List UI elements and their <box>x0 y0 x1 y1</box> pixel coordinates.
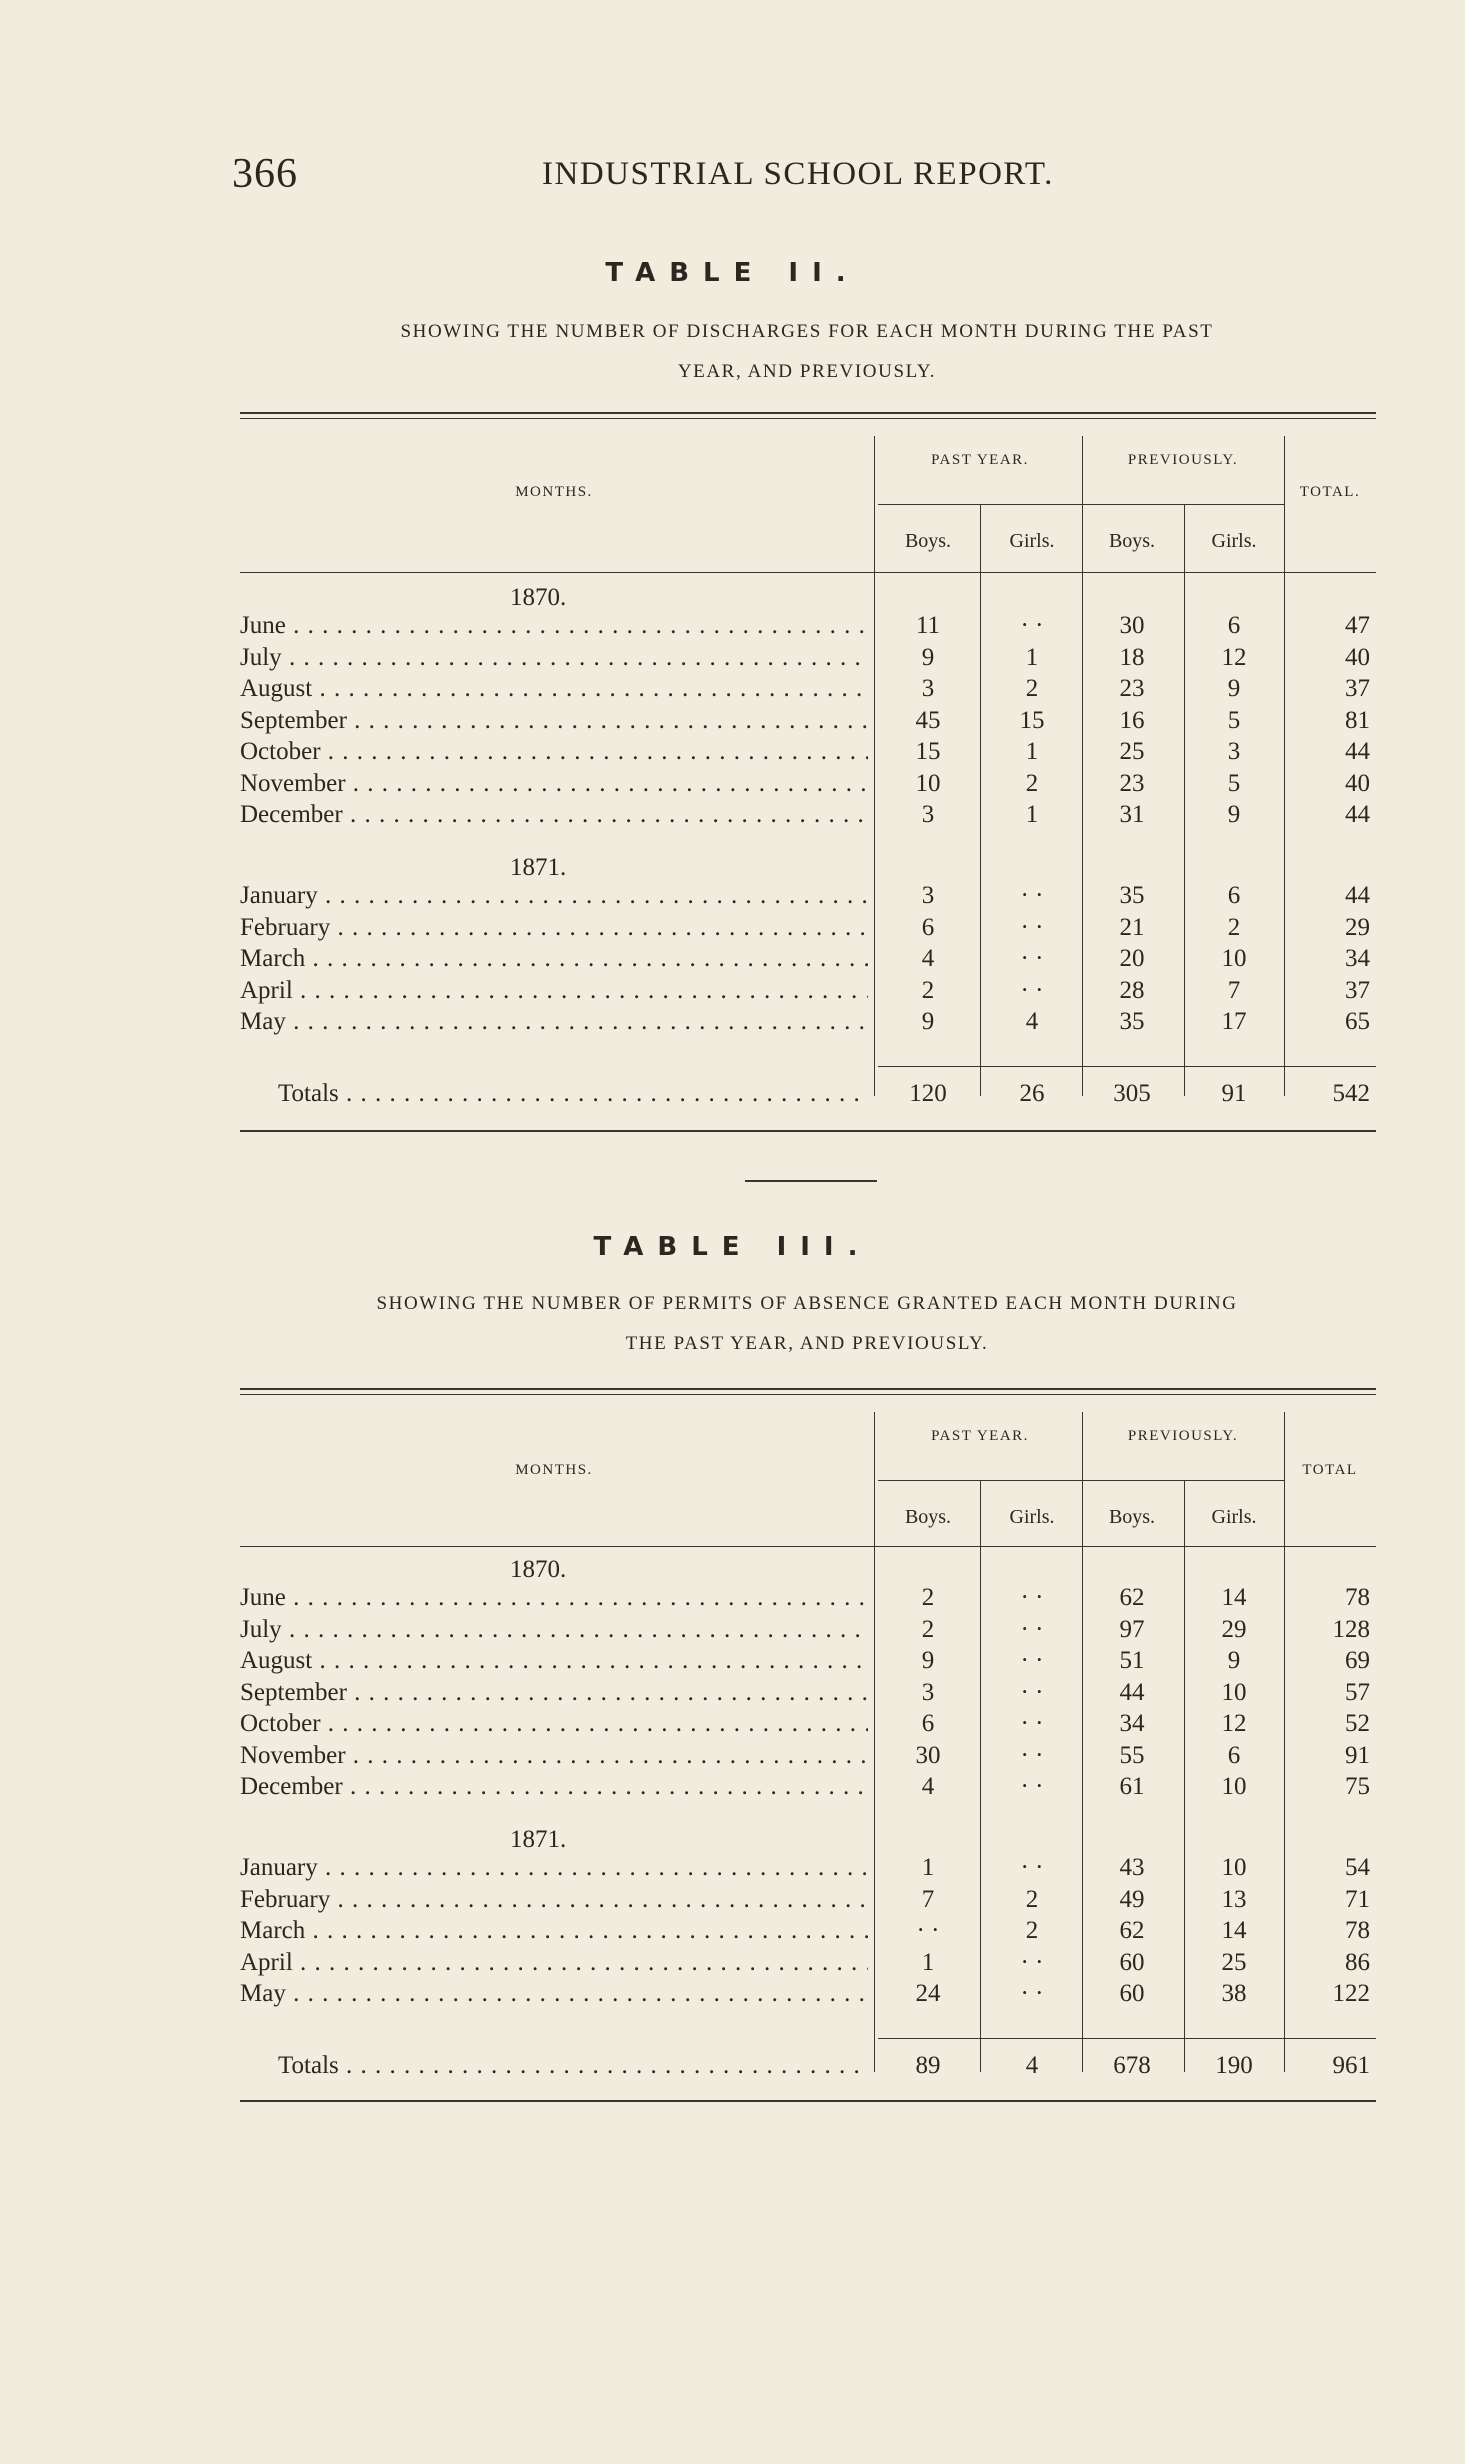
totals-label: Totals . . . <box>240 1080 868 1108</box>
totals-label: Totals . . . <box>240 2052 868 2080</box>
previously-girls: 9 <box>1227 801 1241 828</box>
table-row <box>240 1616 1376 1647</box>
row-total: 52 <box>1345 1710 1370 1737</box>
past-year-boys: 2 <box>921 1584 935 1611</box>
table-row <box>240 1008 1376 1039</box>
table-top-rule <box>240 412 1376 414</box>
previously-girls: 2 <box>1227 913 1241 941</box>
row-total: 81 <box>1345 706 1370 734</box>
past-year-boys: 45 <box>915 706 941 734</box>
previously-girls: 10 <box>1221 1854 1247 1881</box>
header-prev-boys: Boys. <box>1108 1506 1156 1528</box>
previously-girls: 5 <box>1227 706 1241 734</box>
table-iii <box>240 1388 1376 2108</box>
past-year-girls: · · <box>1020 1615 1044 1643</box>
year-label-1870: 1870. <box>510 584 567 611</box>
month-label: August . . . <box>240 1647 868 1675</box>
row-total: 47 <box>1345 612 1370 639</box>
previously-boys: 25 <box>1119 738 1145 765</box>
table-row <box>240 1773 1376 1804</box>
table-top-rule-inner <box>240 418 1376 419</box>
past-year-boys: 1 <box>921 1854 935 1881</box>
past-year-boys: 9 <box>921 1647 935 1674</box>
table-row <box>240 644 1376 675</box>
table-row <box>240 612 1376 643</box>
past-year-girls: · · <box>1020 1948 1044 1976</box>
table-row <box>240 1917 1376 1948</box>
totals-row <box>240 1080 1376 1111</box>
row-total: 78 <box>1345 1584 1370 1611</box>
previously-girls: 12 <box>1221 643 1247 671</box>
previously-boys: 44 <box>1119 1678 1145 1706</box>
past-year-boys: 11 <box>915 612 941 639</box>
table-row <box>240 1710 1376 1741</box>
past-year-boys: 6 <box>921 913 935 941</box>
month-label: March . . . <box>240 1917 868 1945</box>
past-year-boys: 9 <box>921 643 935 671</box>
month-label: September . . . <box>240 1679 868 1707</box>
past-year-boys: 4 <box>921 1773 935 1800</box>
past-year-boys: 3 <box>921 882 935 909</box>
previously-boys: 18 <box>1119 643 1145 671</box>
previously-girls: 12 <box>1221 1710 1247 1737</box>
year-label-1871: 1871. <box>510 854 567 881</box>
past-year-girls: · · <box>1020 1741 1044 1769</box>
table-top-rule-inner <box>240 1394 1376 1395</box>
row-total: 40 <box>1345 769 1370 797</box>
header-months: MONTHS. <box>515 484 593 500</box>
header-past-girls: Girls. <box>1009 530 1055 552</box>
past-year-girls: 2 <box>1025 1885 1039 1913</box>
previously-girls: 10 <box>1221 945 1247 972</box>
table-row <box>240 738 1376 769</box>
totals-prev-girls: 190 <box>1215 2052 1253 2079</box>
header-prev-boys: Boys. <box>1108 530 1156 552</box>
header-bottom-rule <box>240 572 1376 573</box>
previously-girls: 25 <box>1221 1948 1247 1976</box>
table-row <box>240 914 1376 945</box>
month-label: November . . . <box>240 1742 868 1770</box>
section-divider <box>745 1180 877 1182</box>
previously-girls: 10 <box>1221 1773 1247 1800</box>
past-year-boys: 6 <box>921 1710 935 1737</box>
table-ii-title: TABLE II. <box>605 258 860 288</box>
previously-girls: 6 <box>1227 612 1241 639</box>
month-label: April . . . <box>240 1949 868 1977</box>
table-row <box>240 1647 1376 1678</box>
header-previously: PREVIOUSLY. <box>1127 452 1239 468</box>
previously-boys: 31 <box>1119 801 1145 828</box>
month-label: December . . . <box>240 801 868 829</box>
row-total: 44 <box>1345 738 1370 765</box>
totals-rule <box>878 1066 1376 1067</box>
row-total: 29 <box>1345 913 1370 941</box>
row-total: 44 <box>1345 882 1370 909</box>
table-row <box>240 977 1376 1008</box>
table-row <box>240 1854 1376 1885</box>
past-year-boys: 24 <box>915 1980 941 2007</box>
previously-boys: 60 <box>1119 1980 1145 2007</box>
past-year-boys: 3 <box>921 801 935 828</box>
table-row <box>240 1584 1376 1615</box>
previously-boys: 21 <box>1119 913 1145 941</box>
header-previously: PREVIOUSLY. <box>1127 1428 1239 1444</box>
table-row <box>240 707 1376 738</box>
previously-girls: 7 <box>1227 976 1241 1004</box>
past-year-girls: · · <box>1020 1854 1044 1881</box>
past-year-girls: 1 <box>1025 643 1039 671</box>
previously-boys: 34 <box>1119 1710 1145 1737</box>
row-total: 37 <box>1345 976 1370 1004</box>
month-label: January . . . <box>240 882 868 910</box>
previously-boys: 60 <box>1119 1948 1145 1976</box>
previously-girls: 5 <box>1227 769 1241 797</box>
table-row <box>240 1886 1376 1917</box>
header-group-rule <box>878 1480 1284 1481</box>
past-year-boys: 1 <box>921 1948 935 1976</box>
previously-boys: 35 <box>1119 882 1145 909</box>
past-year-girls: · · <box>1020 882 1044 909</box>
previously-girls: 9 <box>1227 675 1241 702</box>
previously-girls: 14 <box>1221 1584 1247 1611</box>
past-year-girls: 1 <box>1025 738 1039 765</box>
previously-boys: 62 <box>1119 1584 1145 1611</box>
header-bottom-rule <box>240 1546 1376 1547</box>
previously-girls: 13 <box>1221 1885 1247 1913</box>
month-label: March . . . <box>240 945 868 973</box>
totals-total: 961 <box>1332 2052 1370 2079</box>
year-label-1870: 1870. <box>510 1556 567 1583</box>
previously-boys: 43 <box>1119 1854 1145 1881</box>
past-year-boys: 9 <box>921 1008 935 1035</box>
previously-girls: 10 <box>1221 1678 1247 1706</box>
past-year-girls: 4 <box>1025 1008 1039 1035</box>
month-label: July . . . <box>240 644 868 672</box>
past-year-boys: 15 <box>915 738 941 765</box>
totals-total: 542 <box>1332 1080 1370 1107</box>
past-year-girls: · · <box>1020 945 1044 972</box>
row-total: 44 <box>1345 801 1370 828</box>
table-row <box>240 770 1376 801</box>
row-total: 40 <box>1345 643 1370 671</box>
past-year-girls: · · <box>1020 1678 1044 1706</box>
totals-past-girls: 26 <box>1019 1080 1045 1107</box>
header-prev-girls: Girls. <box>1211 530 1257 552</box>
previously-boys: 16 <box>1119 706 1145 734</box>
totals-rule <box>878 2038 1376 2039</box>
month-label: June . . . <box>240 1584 868 1612</box>
month-label: October . . . <box>240 738 868 766</box>
header-group-rule <box>878 504 1284 505</box>
previously-boys: 61 <box>1119 1773 1145 1800</box>
month-label: June . . . <box>240 612 868 640</box>
totals-prev-boys: 305 <box>1113 1080 1151 1107</box>
previously-boys: 51 <box>1119 1647 1145 1674</box>
previously-girls: 14 <box>1221 1917 1247 1944</box>
table-row <box>240 675 1376 706</box>
past-year-boys: 3 <box>921 675 935 702</box>
past-year-boys: 2 <box>921 976 935 1004</box>
past-year-girls: · · <box>1020 1647 1044 1674</box>
header-past-boys: Boys. <box>904 530 952 552</box>
previously-boys: 23 <box>1119 675 1145 702</box>
totals-past-boys: 89 <box>915 2052 941 2079</box>
row-total: 86 <box>1345 1948 1370 1976</box>
month-label: April . . . <box>240 977 868 1005</box>
month-label: February . . . <box>240 1886 868 1914</box>
previously-boys: 62 <box>1119 1917 1145 1944</box>
month-label: December . . . <box>240 1773 868 1801</box>
past-year-girls: 2 <box>1025 675 1039 702</box>
past-year-girls: · · <box>1020 913 1044 941</box>
table-iii-subtitle-line2: THE PAST YEAR, AND PREVIOUSLY. <box>625 1333 989 1354</box>
month-label: May . . . <box>240 1008 868 1036</box>
past-year-girls: 2 <box>1025 1917 1039 1944</box>
table-row <box>240 801 1376 832</box>
previously-boys: 55 <box>1119 1741 1145 1769</box>
table-iii-title: TABLE III. <box>593 1232 872 1262</box>
previously-boys: 20 <box>1119 945 1145 972</box>
month-label: February . . . <box>240 914 868 942</box>
previously-boys: 30 <box>1119 612 1145 639</box>
previously-girls: 3 <box>1227 738 1241 765</box>
previously-girls: 6 <box>1227 1741 1241 1769</box>
header-months: MONTHS. <box>515 1462 593 1478</box>
past-year-boys: 7 <box>921 1885 935 1913</box>
past-year-girls: 15 <box>1019 706 1045 734</box>
previously-girls: 9 <box>1227 1647 1241 1674</box>
totals-past-girls: 4 <box>1025 2052 1039 2079</box>
past-year-boys: 3 <box>921 1678 935 1706</box>
totals-prev-girls: 91 <box>1221 1080 1247 1107</box>
totals-prev-boys: 678 <box>1113 2052 1151 2079</box>
table-row <box>240 882 1376 913</box>
month-label: October . . . <box>240 1710 868 1738</box>
month-label: May . . . <box>240 1980 868 2008</box>
table-row <box>240 1679 1376 1710</box>
header-total: TOTAL. <box>1299 484 1361 500</box>
previously-boys: 35 <box>1119 1008 1145 1035</box>
row-total: 75 <box>1345 1773 1370 1800</box>
past-year-boys: 10 <box>915 769 941 797</box>
totals-row <box>240 2052 1376 2083</box>
previously-girls: 17 <box>1221 1008 1247 1035</box>
past-year-boys: · · <box>916 1917 940 1944</box>
row-total: 71 <box>1345 1885 1370 1913</box>
table-row <box>240 945 1376 976</box>
month-label: November . . . <box>240 770 868 798</box>
past-year-girls: 1 <box>1025 801 1039 828</box>
previously-girls: 38 <box>1221 1980 1247 2007</box>
table-row <box>240 1742 1376 1773</box>
row-total: 91 <box>1345 1741 1370 1769</box>
row-total: 57 <box>1345 1678 1370 1706</box>
table-iii-subtitle-line1: SHOWING THE NUMBER OF PERMITS OF ABSENCE GRANTED EACH MONTH DURING <box>376 1293 1238 1314</box>
past-year-girls: · · <box>1020 1773 1044 1800</box>
header-prev-girls: Girls. <box>1211 1506 1257 1528</box>
row-total: 69 <box>1345 1647 1370 1674</box>
row-total: 128 <box>1332 1615 1370 1643</box>
row-total: 34 <box>1345 945 1370 972</box>
past-year-girls: · · <box>1020 1710 1044 1737</box>
past-year-boys: 4 <box>921 945 935 972</box>
running-head-title: INDUSTRIAL SCHOOL REPORT. <box>542 156 1054 192</box>
table-bottom-rule <box>240 1130 1376 1132</box>
row-total: 78 <box>1345 1917 1370 1944</box>
header-past-year: PAST YEAR. <box>931 1428 1029 1444</box>
table-top-rule <box>240 1388 1376 1390</box>
past-year-boys: 2 <box>921 1615 935 1643</box>
header-past-year: PAST YEAR. <box>931 452 1029 468</box>
past-year-girls: · · <box>1020 1584 1044 1611</box>
past-year-girls: · · <box>1020 1980 1044 2007</box>
previously-boys: 23 <box>1119 769 1145 797</box>
month-label: August . . . <box>240 675 868 703</box>
table-ii-subtitle-line2: YEAR, AND PREVIOUSLY. <box>677 361 937 382</box>
previously-boys: 97 <box>1119 1615 1145 1643</box>
previously-girls: 6 <box>1227 882 1241 909</box>
previously-girls: 29 <box>1221 1615 1247 1643</box>
month-label: January . . . <box>240 1854 868 1882</box>
row-total: 65 <box>1345 1008 1370 1035</box>
running-head <box>232 150 1232 210</box>
previously-boys: 28 <box>1119 976 1145 1004</box>
header-past-girls: Girls. <box>1009 1506 1055 1528</box>
previously-boys: 49 <box>1119 1885 1145 1913</box>
header-total: TOTAL <box>1302 1462 1358 1478</box>
month-label: September . . . <box>240 707 868 735</box>
row-total: 122 <box>1332 1980 1370 2007</box>
totals-past-boys: 120 <box>909 1080 947 1107</box>
table-row <box>240 1949 1376 1980</box>
table-bottom-rule <box>240 2100 1376 2102</box>
month-label: July . . . <box>240 1616 868 1644</box>
past-year-boys: 30 <box>915 1741 941 1769</box>
past-year-girls: · · <box>1020 976 1044 1004</box>
row-total: 37 <box>1345 675 1370 702</box>
table-ii-subtitle-line1: SHOWING THE NUMBER OF DISCHARGES FOR EACH MONTH DURING THE PAST <box>400 321 1214 342</box>
past-year-girls: · · <box>1020 612 1044 639</box>
row-total: 54 <box>1345 1854 1370 1881</box>
year-label-1871: 1871. <box>510 1826 567 1853</box>
page-number: 366 <box>232 151 298 197</box>
table-row <box>240 1980 1376 2011</box>
table-ii <box>240 412 1376 1132</box>
past-year-girls: 2 <box>1025 769 1039 797</box>
header-past-boys: Boys. <box>904 1506 952 1528</box>
